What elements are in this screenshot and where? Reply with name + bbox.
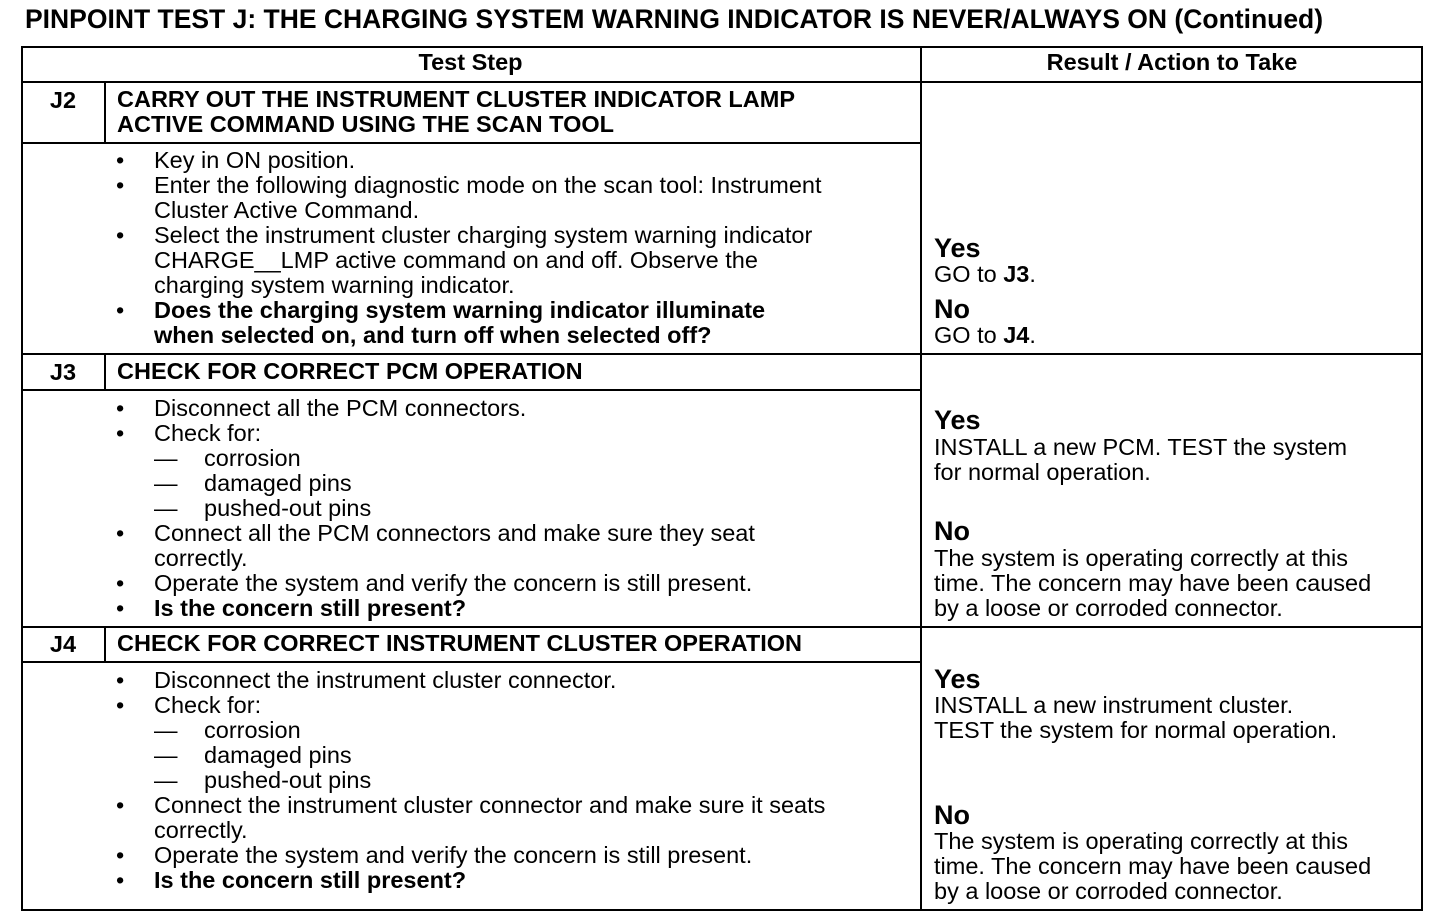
j4-no-line2: time. The concern may have been caused bbox=[934, 853, 1372, 879]
j2-title-divider bbox=[21, 142, 922, 144]
dash-icon: — bbox=[154, 495, 178, 521]
j2-bullet-1: Key in ON position. bbox=[154, 147, 356, 173]
step-id-j4: J4 bbox=[49, 631, 77, 657]
j2-no-target: J4 bbox=[1003, 322, 1030, 348]
j3-yes-line2: for normal operation. bbox=[934, 459, 1151, 485]
j4-bullet-4: Operate the system and verify the concern is still present. bbox=[154, 842, 753, 868]
j2-yes-target: J3 bbox=[1003, 261, 1030, 287]
j4-question: Is the concern still present? bbox=[154, 867, 467, 893]
step-id-j3: J3 bbox=[49, 359, 77, 385]
bullet-icon: • bbox=[116, 792, 125, 818]
j4-yes-line2: TEST the system for normal operation. bbox=[934, 717, 1338, 743]
j3-bullet-2: Check for: bbox=[154, 420, 262, 446]
j4-bullet-1: Disconnect the instrument cluster connector. bbox=[154, 667, 617, 693]
j3-j4-divider bbox=[21, 626, 1423, 628]
step-title-j4: CHECK FOR CORRECT INSTRUMENT CLUSTER OPERATION bbox=[117, 630, 802, 656]
j3-dash-2: damaged pins bbox=[204, 470, 352, 496]
step-title-j3: CHECK FOR CORRECT PCM OPERATION bbox=[117, 358, 583, 384]
j2-question-line1: Does the charging system warning indicator illuminate bbox=[154, 297, 766, 323]
header-result: Result / Action to Take bbox=[1046, 49, 1298, 75]
j4-yes-line1: INSTALL a new instrument cluster. bbox=[934, 692, 1294, 718]
j2-yes-action: GO to J3. bbox=[934, 261, 1036, 287]
j3-question: Is the concern still present? bbox=[154, 595, 467, 621]
dash-icon: — bbox=[154, 742, 178, 768]
j3-dash-1: corrosion bbox=[204, 445, 301, 471]
j2-bullet-3-line3: charging system warning indicator. bbox=[154, 272, 515, 298]
j4-id-divider bbox=[104, 626, 106, 663]
column-divider bbox=[920, 46, 922, 911]
j2-bullet-3-line2: CHARGE__LMP active command on and off. Observe the bbox=[154, 247, 758, 273]
bullet-icon: • bbox=[116, 667, 125, 693]
bullet-icon: • bbox=[116, 222, 125, 248]
j4-bullet-3-line2: correctly. bbox=[154, 817, 248, 843]
j4-dash-3: pushed-out pins bbox=[204, 767, 372, 793]
j3-yes-label: Yes bbox=[934, 405, 981, 435]
page-title: PINPOINT TEST J: THE CHARGING SYSTEM WARNING INDICATOR IS NEVER/ALWAYS ON (Continued) bbox=[25, 4, 1324, 34]
j3-no-label: No bbox=[934, 516, 970, 546]
bullet-icon: • bbox=[116, 520, 125, 546]
bullet-icon: • bbox=[116, 297, 125, 323]
bullet-icon: • bbox=[116, 692, 125, 718]
dash-icon: — bbox=[154, 717, 178, 743]
dash-icon: — bbox=[154, 767, 178, 793]
j2-bullet-2-line1: Enter the following diagnostic mode on the scan tool: Instrument bbox=[154, 172, 822, 198]
header-divider bbox=[21, 81, 1423, 83]
j4-yes-label: Yes bbox=[934, 664, 981, 694]
j4-no-label: No bbox=[934, 800, 970, 830]
j2-bullet-3-line1: Select the instrument cluster charging system warning indicator bbox=[154, 222, 813, 248]
dash-icon: — bbox=[154, 470, 178, 496]
j4-dash-1: corrosion bbox=[204, 717, 301, 743]
bullet-icon: • bbox=[116, 570, 125, 596]
dash-icon: — bbox=[154, 445, 178, 471]
j4-title-divider bbox=[21, 661, 922, 663]
j2-question-line2: when selected on, and turn off when selected off? bbox=[154, 322, 712, 348]
j4-dash-2: damaged pins bbox=[204, 742, 352, 768]
step-id-j2: J2 bbox=[49, 87, 77, 113]
j2-j3-divider bbox=[21, 353, 1423, 355]
j3-no-line1: The system is operating correctly at this bbox=[934, 545, 1349, 571]
bullet-icon: • bbox=[116, 420, 125, 446]
j3-bullet-3-line2: correctly. bbox=[154, 545, 248, 571]
header-test-step: Test Step bbox=[418, 49, 523, 75]
j2-no-action: GO to J4. bbox=[934, 322, 1036, 348]
j3-title-divider bbox=[21, 389, 922, 391]
j3-no-line2: time. The concern may have been caused bbox=[934, 570, 1372, 596]
j4-bullet-2: Check for: bbox=[154, 692, 262, 718]
j2-no-label: No bbox=[934, 294, 970, 324]
j4-bullet-3-line1: Connect the instrument cluster connector and make sure it seats bbox=[154, 792, 826, 818]
bullet-icon: • bbox=[116, 867, 125, 893]
j4-no-line3: by a loose or corroded connector. bbox=[934, 878, 1283, 904]
j3-dash-3: pushed-out pins bbox=[204, 495, 372, 521]
step-title-j2-line1: CARRY OUT THE INSTRUMENT CLUSTER INDICATOR LAMP bbox=[117, 86, 796, 112]
bullet-icon: • bbox=[116, 395, 125, 421]
j2-yes-label: Yes bbox=[934, 233, 981, 263]
j2-bullet-2-line2: Cluster Active Command. bbox=[154, 197, 420, 223]
j2-id-divider bbox=[104, 81, 106, 144]
j3-bullet-1: Disconnect all the PCM connectors. bbox=[154, 395, 527, 421]
j3-yes-line1: INSTALL a new PCM. TEST the system bbox=[934, 434, 1348, 460]
j3-id-divider bbox=[104, 353, 106, 391]
bullet-icon: • bbox=[116, 172, 125, 198]
j3-bullet-3-line1: Connect all the PCM connectors and make sure they seat bbox=[154, 520, 755, 546]
bullet-icon: • bbox=[116, 147, 125, 173]
bullet-icon: • bbox=[116, 842, 125, 868]
j3-no-line3: by a loose or corroded connector. bbox=[934, 595, 1283, 621]
j3-bullet-4: Operate the system and verify the concern is still present. bbox=[154, 570, 753, 596]
j4-no-line1: The system is operating correctly at this bbox=[934, 828, 1349, 854]
bullet-icon: • bbox=[116, 595, 125, 621]
step-title-j2-line2: ACTIVE COMMAND USING THE SCAN TOOL bbox=[117, 111, 614, 137]
